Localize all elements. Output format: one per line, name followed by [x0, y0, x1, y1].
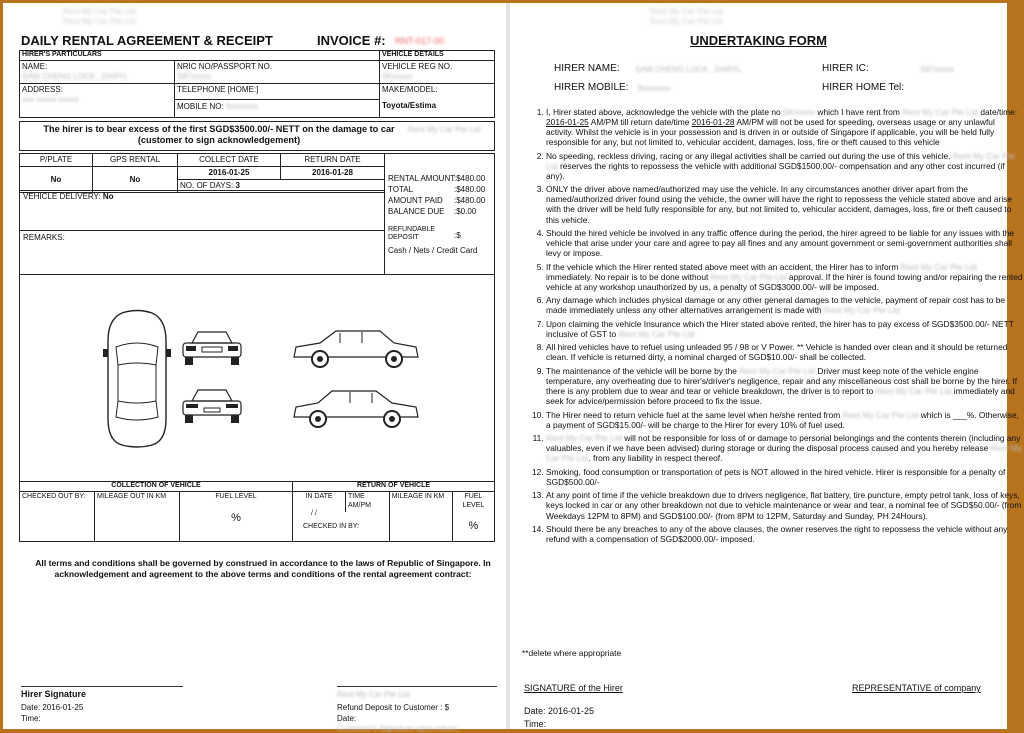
time-ampm-label: TIME AM/PM	[345, 492, 389, 512]
balance-value: :$0.00	[454, 207, 477, 216]
company-header-blur-2: Rent My Car Pte Ltd	[63, 17, 136, 26]
mileage-out-label: MILEAGE OUT IN KM	[97, 492, 167, 500]
clause-2: 2. No speeding, reckless driving, racing or any illegal activities shall be carried out during the use of this vehicle. Rent My Car Pte Ltd reserves the rights to repossess the vehicle with additional SGD$1500.00/- compensation and any other cost incurred (if any).	[546, 151, 1024, 181]
hirer-name-value: SAW CHENG LOCK , DARYL	[635, 65, 742, 74]
hirer-signature-line	[21, 686, 183, 687]
name-label: NAME:	[22, 62, 48, 71]
company-header-blur: Rent My Car Pte Ltd	[63, 7, 136, 16]
terms-text: All terms and conditions shall be governed by construed in accordance to the laws of Republic of Singapore. In acknowledgement and agreement to the above terms and conditions of the rental agreement contract:	[35, 558, 491, 579]
delivery-box	[19, 190, 385, 231]
address-cell	[20, 84, 175, 118]
checked-out-by-label: CHECKED OUT BY:	[22, 492, 86, 500]
excess-company: Rent My Car Pte Ltd	[408, 125, 481, 134]
balance-label: BALANCE DUE	[388, 207, 445, 216]
delete-note: **delete where appropriate	[522, 648, 622, 658]
remarks-box	[19, 230, 385, 275]
car-front-view-icon	[180, 329, 244, 369]
excess-box	[19, 121, 495, 151]
days-value: 3	[235, 181, 240, 190]
phone-cell	[175, 84, 380, 118]
undertaking-clauses	[524, 107, 1024, 548]
mobile-row	[175, 100, 379, 114]
clause-9: 9. The maintenance of the vehicle will be borne by the Rent My Car Pte Ltd Driver must keep note of the vehicle engine temperature, any overheating due to hirer's/driver's negligence, repair and any miscellaneous cost shall be borne by the hirer. If there is any problem due to wear and tear or vehicle breakdown, the driver is to report to Rent My Car Pte Ltd immediately and seek for advice/permission before proceed to fix the issue.	[546, 366, 1024, 406]
in-date-label: IN DATE	[305, 492, 333, 500]
clause-3: 3. ONLY the driver above named/authorized may use the vehicle. In any circumstances another driver apart from the named/authorized driver found using the vehicle, the owner will have the right to repossess the vehicle stated above and arise with the driver will be held fully responsible for any, but not limited to, vehicular accident, damages, loss, fire or theft caused to this vehicle.	[546, 184, 1024, 224]
hirer-ic-label: HIRER IC:	[822, 63, 869, 74]
customer-signature-label: Customer's Signature upon return:	[337, 724, 460, 733]
gps-header: GPS RENTAL	[93, 154, 178, 167]
clause-11: 11. Rent My Car Pte Ltd will not be responsible for loss of or damage to personal belongings and the contents therein (including any valuables, even if we have been advised) during storage or during the disposal process caused and you hereby release Rent My Car Pte Ltd. from any liability in respect thereof.	[546, 433, 1024, 463]
hirer-name-label: HIRER NAME:	[554, 63, 620, 74]
vehicle-reg-label: VEHICLE REG NO.	[382, 62, 453, 71]
clause-12: 12. Smoking, food consumption or transportation of pets is NOT allowed in the hired vehicle. Hirer is responsible for a penalty of SGD$500.00/-	[546, 467, 1024, 487]
car-left-side-view-icon	[290, 327, 422, 371]
amount-paid-label: AMOUNT PAID	[388, 196, 443, 205]
make-label: MAKE/MODEL:	[382, 85, 438, 94]
address-label: ADDRESS:	[22, 85, 63, 94]
vehicle-reg-value: SKxxxxx	[382, 72, 413, 81]
remarks-label: REMARKS:	[23, 233, 65, 242]
nric-value: S87xxxxx	[177, 72, 212, 81]
hirer-ic-value: S87xxxxx	[920, 65, 955, 74]
checked-out-by-cell	[20, 491, 95, 541]
delivery-value: No	[102, 192, 114, 201]
undertaking-time-line: Time:	[524, 719, 547, 729]
document-frame	[3, 3, 1023, 733]
clause-14: 14. Should there be any breaches to any of the above clauses, the owner reserves the right to repossess the vehicle without any refund with a compensation of SGD$2000.00/- imposed.	[546, 524, 1024, 544]
make-value: Toyota/Estima	[382, 101, 437, 110]
clause-13: 13. At any point of time if the vehicle breakdown due to drivers negligence, flat battery, tire puncture, empty petrol tank, loss of keys, keys locked in car or any other breakdown not due to vehicle maintenance or wear and tear, a nominal fee of SGD$50.00/- (from Weekdays 12PM to 8PM) and SGD$100.00/- (from 8PM to 12PM, Saturday and Sunday, PH 24Hours).	[546, 490, 1024, 520]
mileage-in-cell	[389, 491, 452, 541]
fuel-level-return-label: FUEL LEVEL	[462, 492, 485, 509]
mobile-label: MOBILE NO:	[177, 102, 224, 111]
payment-methods: Cash / Nets / Credit Card	[388, 246, 478, 255]
refundable-value: :$	[454, 231, 461, 240]
company-signature-name: Rent My Car Pte Ltd	[337, 690, 410, 699]
return-date-value: 2016-01-28	[281, 167, 385, 180]
hirer-mobile-value: 9xxxxxxx	[638, 84, 671, 93]
hirer-mobile-label: HIRER MOBILE:	[554, 82, 629, 93]
collection-return-table	[19, 481, 495, 542]
make-cell	[380, 84, 495, 118]
days-label: NO. OF DAYS:	[180, 181, 234, 190]
clause-5: 5. If the vehicle which the Hirer rented stated above meet with an accident, the Hirer has to inform Rent My Car Pte Ltd immediately. No repair is to be done without Rent My Car Pte Ltd approval. If the hirer is found towing and/or repairing the rented vehicle at any workshop unauthorized by us, a penalty of SGD$3000.00/- will be imposed.	[546, 262, 1024, 292]
clause-1: 1. I, Hirer stated above, acknowledge the vehicle with the plate no SKxxxxx which I have rent from Rent My Car Pte Ltd date/time: 2016-01-25 AM/PM till return date/time 2016-01-28 AM/PM will not be used for speeding, overseas usage or any unlawful activity. Whilst the vehicle is in your possession and is driven in or outside of Singapore if applicable, you will be held fully responsible for any, but not limited to, vehicular accident, damages, loss, fire or theft caused to this vehicle	[546, 107, 1024, 147]
total-value: :$480.00	[454, 185, 486, 194]
amounts-box	[384, 153, 495, 275]
fuel-level-cell	[180, 491, 293, 541]
total-label: TOTAL	[388, 185, 414, 194]
clause-4: 4. Should the hired vehicle be involved in any traffic offence during the period, the hirer agreed to be liable for any issues with the vehicle that arise under your care and agree to pay all fines and any amount government or semi-government authorities shall levy or impose.	[546, 228, 1024, 258]
company-signature-line	[337, 686, 497, 687]
collect-date-header: COLLECT DATE	[178, 154, 281, 167]
clause-8: 8. All hired vehicles have to refuel using unleaded 95 / 98 or V Power. ** Vehicle is handed over clean and it should be returned clean. If vehicle is returned dirty, a nominal charged of SGD$10.00/- shall be collected.	[546, 342, 1024, 362]
name-value: SAW CHENG LOCK , DARYL	[22, 72, 129, 81]
excess-text: The hirer is to bear excess of the first SGD$3500.00/- NETT on the damage to car (customer to sign acknowledgement)	[43, 124, 395, 146]
clause-7: 7. Upon claiming the vehicle Insurance which the Hirer stated above rented, the hirer has to pay excess of SGD$3500.00/- NETT inclusive of GST to Rent My Car Pte Ltd	[546, 319, 1024, 339]
clause-6: 6. Any damage which includes physical damage or any other general damages to the vehicle, payment of repair cost has to be made immediately unless any other alternatives arrangement is made with Rent My Car Pte Ltd	[546, 295, 1024, 315]
fuel-level-label: FUEL LEVEL	[215, 492, 257, 500]
date-line: Date: 2016-01-25	[21, 703, 84, 712]
collect-date-value: 2016-01-25	[178, 167, 281, 180]
in-date-slashes: / /	[311, 509, 317, 517]
return-date-header: RETURN DATE	[281, 154, 385, 167]
undertaking-date-line: Date: 2016-01-25	[524, 706, 595, 716]
nric-label: NRIC NO/PASSPORT NO.	[177, 62, 273, 71]
amount-paid-value: :$480.00	[454, 196, 486, 205]
telephone-label: TELEPHONE [HOME:]	[175, 84, 379, 100]
mileage-in-label: MILEAGE IN KM	[391, 492, 445, 500]
undertaking-header-blur: Rent My Car Pte Ltd	[650, 7, 723, 16]
plate-value: No	[20, 167, 93, 193]
hirer-home-label: HIRER HOME Tel:	[822, 82, 905, 93]
in-date-row	[293, 492, 389, 512]
collection-header: COLLECTION OF VEHICLE	[20, 482, 293, 492]
vehicle-reg-cell	[380, 61, 495, 84]
name-cell	[20, 61, 175, 84]
rental-amount-value: :$480.00	[454, 174, 486, 183]
time-line: Time:	[21, 714, 41, 723]
vehicle-details-header: VEHICLE DETAILS	[380, 51, 495, 61]
car-top-view-icon	[102, 309, 172, 449]
receipt-title: DAILY RENTAL AGREEMENT & RECEIPT	[21, 33, 273, 48]
clause-10: 10. The Hirer need to return vehicle fuel at the same level when he/she rented from Rent My Car Pte Ltd which is ___%. Otherwise, a payment of SGD$15.00/- will be charge to the Hirer for every 10% of fuel used.	[546, 410, 1024, 430]
hirers-particulars-header: HIRER'S PARTICULARS	[20, 51, 380, 61]
undertaking-title: UNDERTAKING FORM	[690, 33, 827, 48]
refundable-label: REFUNDABLE DEPOSIT	[388, 226, 436, 241]
refund-deposit-label: Refund Deposit to Customer : $	[337, 703, 450, 712]
date-label-2: Date:	[337, 714, 357, 723]
in-date-cell	[293, 491, 390, 541]
fuel-percent: %	[231, 511, 241, 524]
invoice-number: RNT-017-00	[395, 36, 445, 46]
rental-amount-label: RENTAL AMOUNT	[388, 174, 456, 183]
delivery-label: VEHICLE DELIVERY:	[23, 192, 101, 201]
return-header: RETURN OF VEHICLE	[293, 482, 495, 492]
undertaking-page	[510, 3, 1023, 729]
hirer-signature-label: Hirer Signature	[21, 689, 87, 699]
checked-in-by-label: CHECKED IN BY:	[303, 522, 360, 530]
undertaking-header-blur-2: Rent My Car Pte Ltd	[650, 17, 723, 26]
signature-hirer-label: SIGNATURE of the Hirer	[524, 683, 623, 693]
invoice-label: INVOICE #:	[317, 33, 386, 48]
car-rear-view-icon	[180, 387, 244, 427]
representative-label: REPRESENTATIVE of company	[852, 683, 981, 693]
car-diagram-box	[19, 274, 495, 482]
nric-cell	[175, 61, 380, 84]
fuel-level-return-cell	[452, 491, 494, 541]
gps-value: No	[93, 167, 178, 193]
plate-header: P/PLATE	[20, 154, 93, 167]
address-value: xxx xxxxx xxxxx	[22, 95, 79, 104]
particulars-table	[19, 50, 495, 118]
fuel-return-percent: %	[468, 520, 479, 533]
rental-dates-table	[19, 153, 385, 193]
mileage-out-cell	[95, 491, 180, 541]
mobile-value: 9xxxxxxx	[225, 102, 259, 111]
car-right-side-view-icon	[290, 387, 422, 431]
rental-agreement-page	[3, 3, 506, 733]
